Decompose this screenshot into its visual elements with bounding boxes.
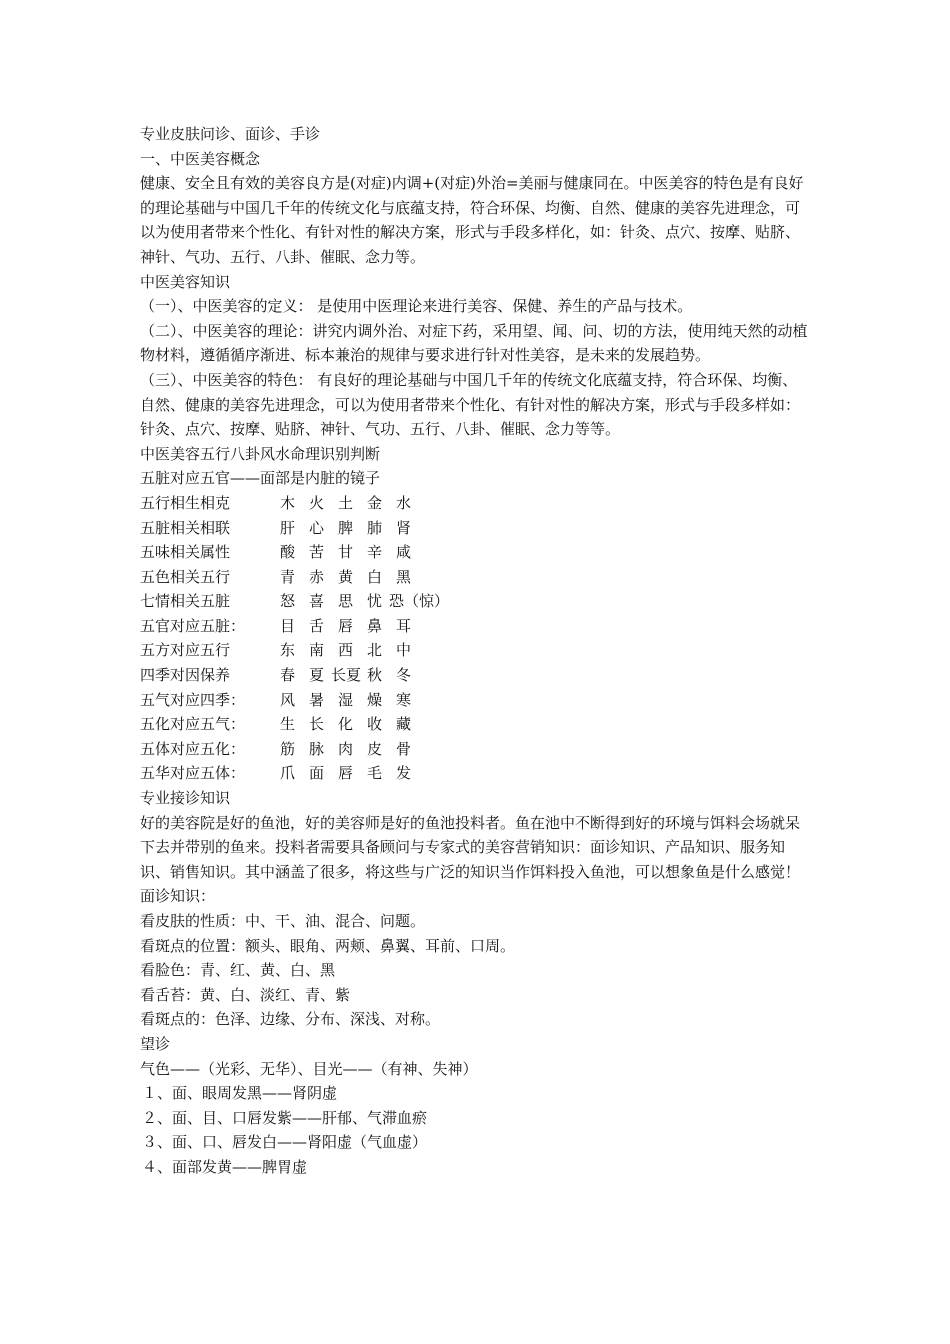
wuxing-table-row	[140, 737, 820, 762]
wuxing-table	[140, 491, 820, 786]
wuxing-cell: 肝	[279, 518, 295, 537]
wuxing-cell: 皮	[366, 739, 382, 758]
wuxing-table-row	[140, 614, 820, 639]
wuxing-cell: 恐（惊）	[389, 592, 450, 611]
wuxing-row-label: 五官对应五脏：	[140, 616, 246, 635]
inspection-item: ２、面、目、口唇发紫——肝郁、气滞血瘀	[142, 1108, 428, 1127]
wuxing-row-label: 七情相关五脏	[140, 592, 231, 611]
wuxing-cell: 收	[366, 715, 382, 734]
section-heading-wuxing: 中医美容五行八卦风水命理识别判断	[140, 444, 381, 463]
wuxing-cell: 毛	[366, 764, 382, 783]
section-heading-inspection: 望诊	[140, 1034, 171, 1053]
wuxing-table-row	[140, 688, 820, 713]
wuxing-cell: 心	[308, 518, 324, 537]
wuxing-cell: 化	[337, 715, 353, 734]
doc-title: 专业皮肤问诊、面诊、手诊	[140, 125, 321, 143]
wuxing-cell: 寒	[395, 690, 411, 709]
wuxing-row-label: 五脏相关相联	[140, 518, 231, 537]
wuxing-cell: 肺	[366, 518, 382, 537]
wuxing-cell: 黄	[337, 567, 353, 586]
wuxing-cell: 黑	[395, 567, 411, 586]
section-heading-face-diagnosis: 面诊知识：	[140, 887, 216, 906]
wuxing-cell: 中	[395, 641, 411, 660]
wuxing-cell: 咸	[395, 543, 411, 562]
face-diagnosis-line: 看斑点的：色泽、边缘、分布、深浅、对称。	[140, 1010, 441, 1029]
wuxing-cell: 爪	[279, 764, 295, 783]
wuxing-cell: 水	[395, 493, 411, 512]
wuxing-cell: 燥	[366, 690, 382, 709]
wuxing-cell: 鼻	[366, 616, 382, 635]
wuxing-cell: 怒	[279, 592, 295, 611]
wuxing-cell: 火	[308, 493, 324, 512]
wuxing-cell: 肾	[395, 518, 411, 537]
wuxing-subheading: 五脏对应五官——面部是内脏的镜子	[140, 469, 381, 488]
wuxing-cell: 木	[279, 493, 295, 512]
wuxing-row-label: 四季对因保养	[140, 666, 231, 685]
wuxing-cell: 忧	[366, 592, 382, 611]
wuxing-row-label: 五体对应五化：	[140, 739, 246, 758]
wuxing-cell: 目	[279, 616, 295, 635]
document-page	[140, 122, 820, 1180]
section-heading-knowledge: 中医美容知识	[140, 272, 231, 291]
wuxing-table-row	[140, 712, 820, 737]
wuxing-table-row	[140, 589, 820, 614]
face-diagnosis-line: 看皮肤的性质：中、干、油、混合、问题。	[140, 912, 426, 930]
wuxing-cell: 舌	[308, 616, 324, 635]
wuxing-cell: 风	[279, 690, 295, 709]
inspection-item: ３、面、口、唇发白——肾阳虚（气血虚）	[142, 1133, 428, 1152]
wuxing-cell: 唇	[337, 764, 353, 783]
inspection-item: １、面、眼周发黑——肾阴虚	[142, 1084, 338, 1103]
wuxing-cell: 金	[366, 493, 382, 512]
wuxing-cell: 冬	[395, 666, 411, 685]
wuxing-cell: 春	[279, 666, 295, 685]
wuxing-cell: 肉	[337, 739, 353, 758]
wuxing-cell: 脾	[337, 518, 353, 537]
wuxing-cell: 赤	[308, 567, 324, 586]
wuxing-cell: 南	[308, 641, 324, 660]
wuxing-cell: 东	[279, 641, 295, 660]
wuxing-cell: 土	[337, 493, 353, 512]
wuxing-table-row	[140, 491, 820, 516]
wuxing-cell: 辛	[366, 543, 382, 562]
wuxing-cell: 暑	[308, 690, 324, 709]
wuxing-row-label: 五行相生相克	[140, 493, 231, 512]
wuxing-cell: 面	[308, 764, 324, 783]
wuxing-row-label: 五方对应五行	[140, 641, 231, 660]
wuxing-cell: 青	[279, 567, 295, 586]
section-heading-concept: 一、中医美容概念	[140, 149, 261, 168]
wuxing-cell: 发	[395, 764, 411, 783]
wuxing-table-row	[140, 638, 820, 663]
wuxing-cell: 白	[366, 567, 382, 586]
concept-paragraph: 健康、安全且有效的美容良方是(对症)内调+(对症)外治=美丽与健康同在。中医美容的特色是有良好的理论基础与中国几千年的传统文化与底蕴支持，符合环保、均衡、自然、健康的美容先进理念，可以为使用者带来个性化、有针对性的解决方案，形式与手段多样化，如：针灸、点穴、按摩、贴脐、神针、气功、五行、八卦、催眠、念力等。	[140, 174, 804, 266]
section-heading-reception: 专业接诊知识	[140, 789, 231, 808]
wuxing-row-label: 五色相关五行	[140, 567, 231, 586]
wuxing-cell: 骨	[395, 739, 411, 758]
wuxing-table-row	[140, 516, 820, 541]
face-diagnosis-line: 看脸色：青、红、黄、白、黑	[140, 961, 336, 980]
face-diagnosis-line: 看斑点的位置：额头、眼角、两颊、鼻翼、耳前、口周。	[140, 936, 516, 955]
wuxing-table-row	[140, 565, 820, 590]
feature-paragraph: （三）、中医美容的特色： 有良好的理论基础与中国几千年的传统文化底蕴支持，符合环保、均衡、自然、健康的美容先进理念，可以为使用者带来个性化、有针对性的解决方案，形式与手段多样如：针灸、点穴、按摩、贴脐、神针、气功、五行、八卦、催眠、念力等等。	[140, 370, 801, 439]
wuxing-cell: 喜	[308, 592, 324, 611]
wuxing-cell: 长夏	[331, 666, 362, 685]
definition-paragraph: （一）、中医美容的定义： 是使用中医理论来进行美容、保健、养生的产品与技术。	[140, 297, 693, 316]
inspection-item: ４、面部发黄——脾胃虚	[142, 1157, 308, 1176]
inspection-subheading: 气色——（光彩、无华）、目光——（有神、失神）	[140, 1059, 478, 1078]
wuxing-cell: 耳	[395, 616, 411, 635]
wuxing-table-row	[140, 761, 820, 786]
wuxing-cell: 生	[279, 715, 295, 734]
wuxing-cell: 藏	[395, 715, 411, 734]
wuxing-cell: 北	[366, 641, 382, 660]
reception-paragraph: 好的美容院是好的鱼池，好的美容师是好的鱼池投料者。鱼在池中不断得到好的环境与饵料会场就呆下去并带别的鱼来。投料者需要具备顾问与专家式的美容营销知识：面诊知识、产品知识、服务知识、销售知识。其中涵盖了很多，将这些与广泛的知识当作饵料投入鱼池，可以想象鱼是什么感觉！	[140, 813, 801, 881]
wuxing-cell: 夏	[308, 666, 324, 685]
wuxing-cell: 长	[308, 715, 324, 734]
theory-paragraph: （二）、中医美容的理论：讲究内调外治、对症下药，采用望、闻、问、切的方法，使用纯天然的动植物材料，遵循循序渐进、标本兼治的规律与要求进行针对性美容，是未来的发展趋势。	[140, 321, 808, 365]
wuxing-cell: 酸	[279, 543, 295, 562]
wuxing-cell: 苦	[308, 543, 324, 562]
wuxing-cell: 西	[337, 641, 353, 660]
face-diagnosis-line: 看舌苔：黄、白、淡红、青、紫	[140, 985, 351, 1004]
wuxing-row-label: 五味相关属性	[140, 543, 231, 562]
wuxing-cell: 秋	[366, 666, 382, 685]
wuxing-row-label: 五华对应五体：	[140, 764, 246, 783]
wuxing-row-label: 五气对应四季：	[140, 690, 246, 709]
wuxing-cell: 脉	[308, 739, 324, 758]
wuxing-cell: 甘	[337, 543, 353, 562]
wuxing-row-label: 五化对应五气：	[140, 715, 246, 734]
wuxing-cell: 筋	[279, 739, 295, 758]
wuxing-table-row	[140, 540, 820, 565]
wuxing-cell: 湿	[337, 690, 353, 709]
wuxing-cell: 唇	[337, 616, 353, 635]
wuxing-cell: 思	[337, 592, 353, 611]
wuxing-table-row	[140, 663, 820, 688]
